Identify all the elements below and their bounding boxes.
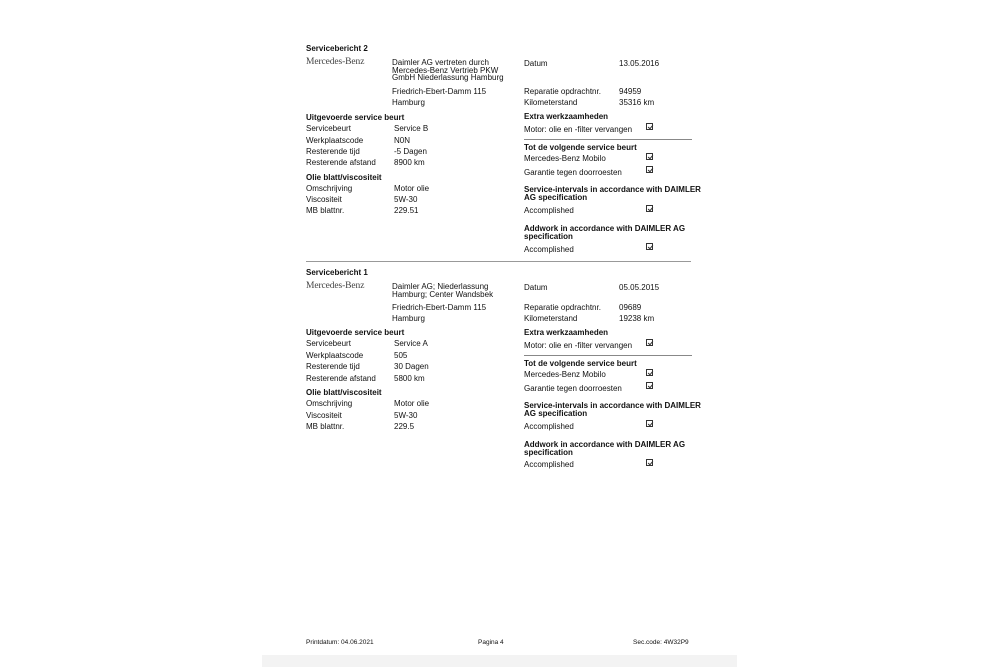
checked-checkbox-icon	[646, 369, 653, 376]
checked-checkbox-icon	[646, 205, 653, 212]
field-label: Servicebeurt	[306, 339, 351, 348]
field-label: Viscositeit	[306, 195, 342, 204]
field-label: MB blattnr.	[306, 206, 345, 215]
section-heading: Olie blatt/viscositeit	[306, 388, 382, 397]
section-heading: Addwork in accordance with DAIMLER AG specification	[524, 224, 686, 241]
dealer-name: Daimler AG vertreten durch Mercedes-Benz Vertrieb PKW GmbH Niederlassung Hamburg	[392, 58, 504, 82]
dealer-city: Hamburg	[392, 314, 425, 323]
field-label: Resterende afstand	[306, 374, 376, 383]
checked-checkbox-icon	[646, 459, 653, 466]
section-heading: Tot de volgende service beurt	[524, 359, 637, 368]
field-value: Service A	[394, 339, 428, 348]
dealer-name: Daimler AG; Niederlassung Hamburg; Center Wandsbek	[392, 282, 494, 299]
checked-checkbox-icon	[646, 123, 653, 130]
field-label: Resterende tijd	[306, 362, 360, 371]
meta-label: Reparatie opdrachtnr.	[524, 303, 601, 312]
checked-checkbox-icon	[646, 243, 653, 250]
checked-checkbox-icon	[646, 382, 653, 389]
meta-label: Kilometerstand	[524, 314, 578, 323]
section-heading: Olie blatt/viscositeit	[306, 173, 382, 182]
divider	[524, 139, 692, 140]
checklist-label: Mercedes-Benz Mobilo	[524, 370, 606, 379]
field-value: Motor olie	[394, 399, 430, 408]
security-code: Sec.code: 4W32P9	[633, 639, 689, 646]
checked-checkbox-icon	[646, 166, 653, 173]
field-label: MB blattnr.	[306, 422, 345, 431]
section-heading: Service-intervals in accordance with DAIMLER AG specification	[524, 185, 701, 202]
checklist-label: Accomplished	[524, 245, 574, 254]
dealer-street: Friedrich-Ebert-Damm 115	[392, 303, 487, 312]
section-heading: Uitgevoerde service beurt	[306, 113, 405, 122]
meta-value-order: 94959	[619, 87, 642, 96]
field-value: 8900 km	[394, 158, 425, 167]
page-bottom-edge	[262, 655, 737, 667]
field-label: Werkplaatscode	[306, 136, 364, 145]
field-value: 229.5	[394, 422, 415, 431]
field-value: 5W-30	[394, 411, 418, 420]
field-label: Viscositeit	[306, 411, 342, 420]
checklist-label: Accomplished	[524, 460, 574, 469]
meta-value-km: 19238 km	[619, 314, 655, 323]
checklist-label: Garantie tegen doorroesten	[524, 168, 622, 177]
section-heading: Extra werkzaamheden	[524, 328, 609, 337]
meta-label: Reparatie opdrachtnr.	[524, 87, 601, 96]
report-title: Servicebericht 1	[306, 268, 368, 277]
field-label: Werkplaatscode	[306, 351, 364, 360]
field-value: Motor olie	[394, 184, 430, 193]
checklist-label: Accomplished	[524, 422, 574, 431]
field-value: 5800 km	[394, 374, 425, 383]
dealer-street: Friedrich-Ebert-Damm 115	[392, 87, 487, 96]
field-value: 5W-30	[394, 195, 418, 204]
field-label: Resterende tijd	[306, 147, 360, 156]
dealer-city: Hamburg	[392, 98, 425, 107]
field-value: -5 Dagen	[394, 147, 427, 156]
checklist-label: Motor: olie en -filter vervangen	[524, 125, 633, 134]
report-separator	[306, 261, 691, 262]
meta-value-date: 05.05.2015	[619, 283, 660, 292]
section-heading: Tot de volgende service beurt	[524, 143, 637, 152]
checked-checkbox-icon	[646, 420, 653, 427]
print-date: Printdatum: 04.06.2021	[306, 639, 374, 646]
field-label: Omschrijving	[306, 399, 353, 408]
meta-value-order: 09689	[619, 303, 642, 312]
checklist-label: Accomplished	[524, 206, 574, 215]
checked-checkbox-icon	[646, 339, 653, 346]
meta-label: Datum	[524, 283, 548, 292]
meta-value-km: 35316 km	[619, 98, 655, 107]
mercedes-benz-logo: Mercedes-Benz	[306, 281, 365, 291]
checklist-label: Motor: olie en -filter vervangen	[524, 341, 633, 350]
field-value: 505	[394, 351, 408, 360]
page-number: Pagina 4	[478, 639, 504, 646]
field-label: Servicebeurt	[306, 124, 351, 133]
divider	[524, 355, 692, 356]
section-heading: Service-intervals in accordance with DAIMLER AG specification	[524, 401, 701, 418]
report-title: Servicebericht 2	[306, 44, 368, 53]
field-value: Service B	[394, 124, 429, 133]
field-value: 229.51	[394, 206, 419, 215]
section-heading: Extra werkzaamheden	[524, 112, 609, 121]
checklist-label: Mercedes-Benz Mobilo	[524, 154, 606, 163]
field-value: 30 Dagen	[394, 362, 429, 371]
checklist-label: Garantie tegen doorroesten	[524, 384, 622, 393]
service-report-1	[306, 267, 701, 482]
section-heading: Uitgevoerde service beurt	[306, 328, 405, 337]
field-value: N0N	[394, 136, 411, 145]
field-label: Omschrijving	[306, 184, 353, 193]
service-report-2	[306, 43, 701, 258]
meta-value-date: 13.05.2016	[619, 59, 660, 68]
section-heading: Addwork in accordance with DAIMLER AG specification	[524, 440, 686, 457]
mercedes-benz-logo: Mercedes-Benz	[306, 57, 365, 67]
field-label: Resterende afstand	[306, 158, 376, 167]
checked-checkbox-icon	[646, 153, 653, 160]
meta-label: Kilometerstand	[524, 98, 578, 107]
meta-label: Datum	[524, 59, 548, 68]
